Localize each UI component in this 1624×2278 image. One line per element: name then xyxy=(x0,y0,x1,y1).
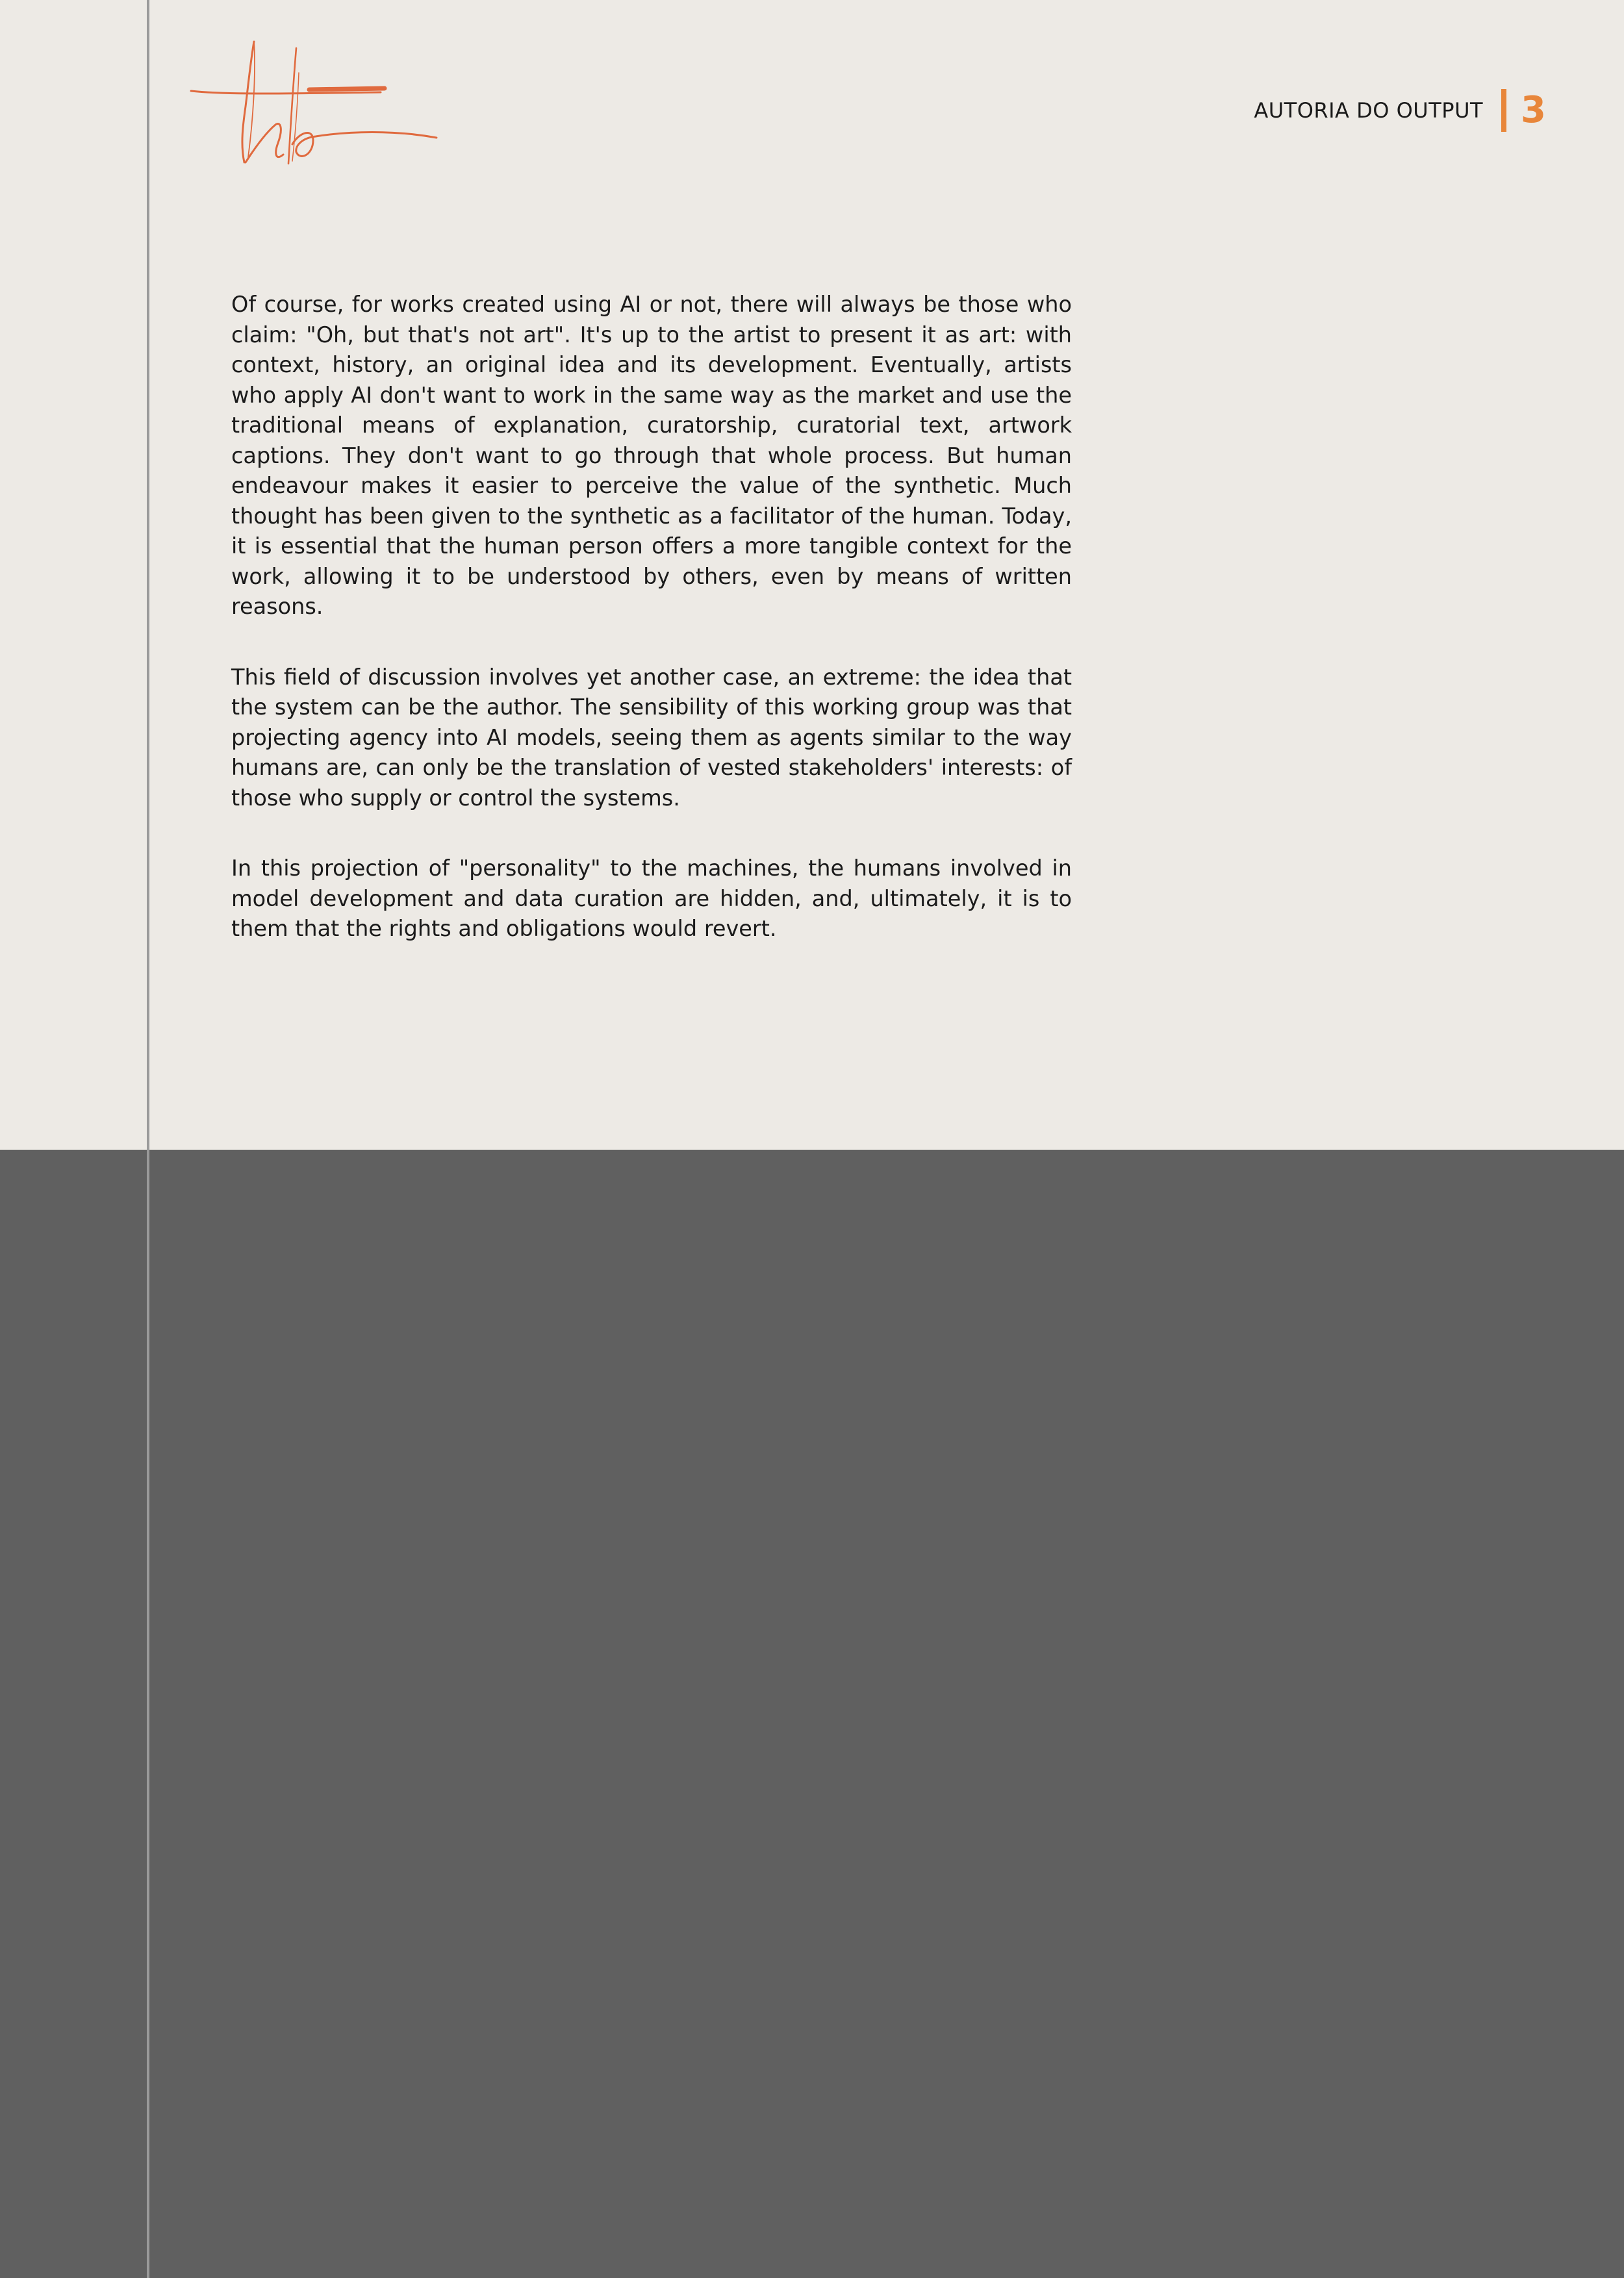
header-divider-bar xyxy=(1501,89,1506,132)
paragraph-1: Of course, for works created using AI or not, there will always be those who claim: "Oh, but that's not art". It's up to the artist to present it as art: with context, history, an original idea and its development. Eventually, artists who apply AI don't want to work in the same way as the market and use the traditional means of explanation, curatorship, curatorial text, artwork captions. They don't want to go through that whole process. But human endeavour makes it easier to perceive the value of the synthetic. Much thought has been given to the synthetic as a facilitator of the human. Today, it is essential that the human person offers a more tangible context for the work, allowing it to be understood by others, even by means of written reasons. xyxy=(231,292,1072,619)
page-header xyxy=(1254,88,1546,133)
paragraph-2: This field of discussion involves yet another case, an extreme: the idea that the system can be the author. The sensibility of this working group was that projecting agency into AI models, seeing them as agents similar to the way humans are, can only be the translation of vested stakeholders' interests: of those who supply or control the systems. xyxy=(231,664,1072,811)
left-margin-rule xyxy=(147,0,149,2278)
body-text xyxy=(231,290,1072,985)
tato-signature-logo xyxy=(186,34,446,170)
page-number: 3 xyxy=(1521,89,1546,131)
section-title: AUTORIA DO OUTPUT xyxy=(1254,98,1484,123)
paragraph-3: In this projection of "personality" to the machines, the humans involved in model development and data curation are hidden, and, ultimately, it is to them that the rights and obligations would revert. xyxy=(231,855,1072,941)
